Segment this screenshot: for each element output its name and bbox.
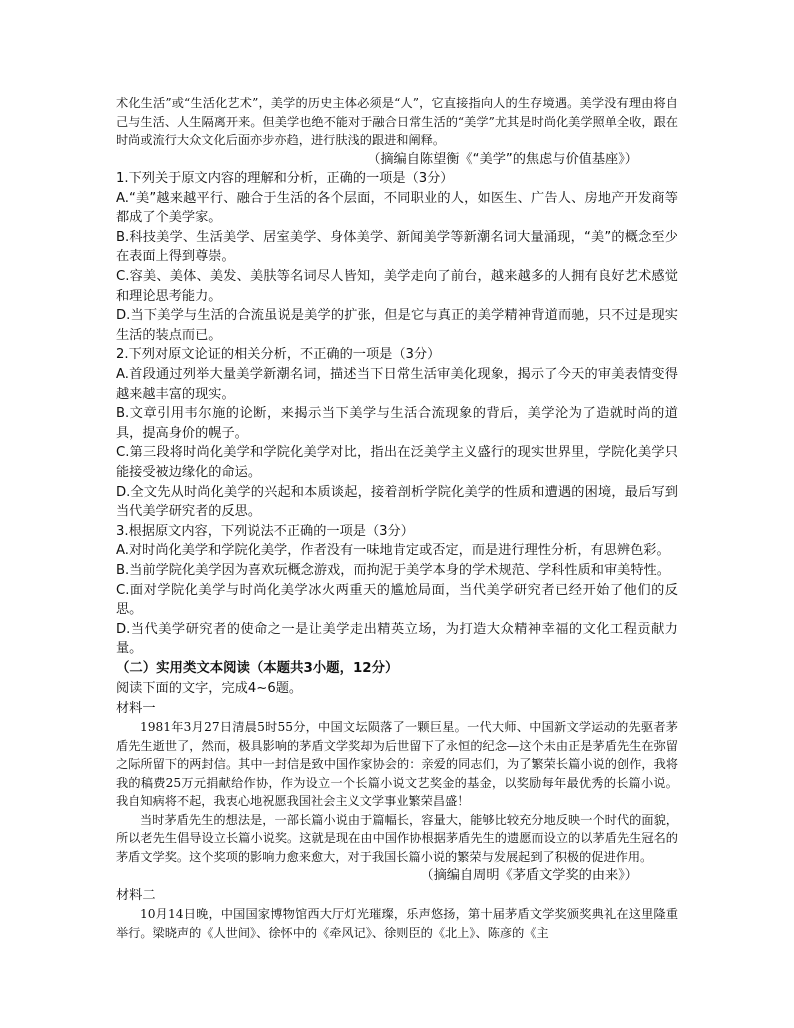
material-2 [116, 886, 678, 943]
question-2-option-a: A.首段通过列举大量美学新潮名词，描述当下日常生活审美化现象，揭示了今天的审美表情变得越来越丰富的现实。 [116, 367, 678, 402]
question-1-option-b: B.科技美学、生活美学、居室美学、身体美学、新闻美学等新潮名词大量涌现，“美”的概念至少在表面上得到尊崇。 [116, 229, 678, 265]
question-1-option-c: C.容美、美体、美发、美肤等名词尽人皆知，美学走向了前台，越来越多的人拥有良好艺术感觉和理论思考能力。 [116, 269, 678, 304]
material-2-paragraph-1: 10月14日晚，中国国家博物馆西大厅灯光璀璨，乐声悠扬，第十届茅盾文学奖颁奖典礼在这里隆重举行。梁晓声的《人世间》、徐怀中的《牵风记》、徐则臣的《北上》、陈彦的《主 [116, 907, 678, 940]
section-heading: （二）实用类文本阅读（本题共3小题，12分） [116, 660, 399, 676]
source-citation-1: （摘编自陈望衡《“美学”的焦虑与价值基座》） [367, 151, 638, 167]
question-2-option-d: D.全文先从时尚化美学的兴起和本质谈起，接着剖析学院化美学的性质和遭遇的困境，最后写到当代美学研究者的反思。 [116, 484, 678, 520]
source-citation-2: （摘编自周明《茅盾文学奖的由来》） [420, 868, 638, 884]
material-1-paragraph-2: 当时茅盾先生的想法是，一部长篇小说由于篇幅长，容量大，能够比较充分地反映一个时代的面貌，所以老先生倡导设立长篇小说奖。这就是现在由中国作协根据茅盾先生的遗愿而设立的以茅盾先生冠名的茅盾文学奖。这个奖项的影响力愈来愈大，对于我国长篇小说的繁荣与发展起到了积极的促进作用。 [116, 812, 678, 864]
question-1 [116, 169, 678, 345]
question-3-option-b: B.当前学院化美学因为喜欢玩概念游戏，而拘泥于美学本身的学术规范、学科性质和审美特性。 [116, 562, 670, 578]
question-1-option-a: A.“美”越来越平行、融合于生活的各个层面，不同职业的人，如医生、广告人、房地产开发商等都成了个美学家。 [116, 190, 678, 226]
question-3-option-a: A.对时尚化美学和学院化美学，作者没有一味地肯定或否定，而是进行理性分析，有思辨色彩。 [116, 543, 670, 559]
question-3 [116, 522, 678, 659]
question-3-stem: 3.根据原文内容，下列说法不正确的一项是（3分） [116, 523, 414, 539]
question-3-option-d: D.当代美学研究者的使命之一是让美学走出精英立场，为打造大众精神幸福的文化工程贡献力量。 [116, 621, 678, 657]
section-instruction: 阅读下面的文字，完成4~6题。 [116, 680, 303, 696]
question-1-option-d: D.当下美学与生活的合流虽说是美学的扩张，但是它与真正的美学精神背道而驰，只不过是现实生活的装点而已。 [116, 308, 678, 343]
question-2-stem: 2.下列对原文论证的相关分析，不正确的一项是（3分） [116, 347, 441, 363]
question-3-option-c: C.面对学院化美学与时尚化美学冰火两重天的尴尬局面，当代美学研究者已经开始了他们的反思。 [116, 582, 678, 618]
question-1-stem: 1.下列关于原文内容的理解和分析，正确的一项是（3分） [116, 171, 454, 187]
material-1-title: 材料一 [116, 700, 156, 716]
question-2 [116, 345, 678, 521]
document-page [116, 94, 678, 942]
material-2-title: 材料二 [116, 887, 156, 903]
question-2-option-b: B.文章引用韦尔施的论断，来揭示当下美学与生活合流现象的背后，美学沦为了造就时尚的道具，提高身价的幌子。 [116, 406, 678, 441]
material-1-paragraph-1: 1981年3月27日清晨5时55分，中国文坛陨落了一颗巨星。一代大师、中国新文学运动的先驱者茅盾先生逝世了，然而，极具影响的茅盾文学奖却为后世留下了永恒的纪念—这个未由正是茅盾先生在弥留之际所留下的两封信。其中一封信是致中国作家协会的：亲爱的同志们，为了繁荣长篇小说的创作，我将我的稿费25万元捐献给作协，作为设立一个长篇小说文艺奖金的基金，以奖励每年最优秀的长篇小说。我自知病将不起，我衷心地祝愿我国社会主义文学事业繁荣昌盛！ [116, 720, 678, 809]
question-2-option-c: C.第三段将时尚化美学和学院化美学对比，指出在泛美学主义盛行的现实世界里，学院化美学只能接受被边缘化的命运。 [116, 445, 678, 480]
top-paragraph: 术化生活”或“生活化艺术”，美学的历史主体必须是“人”，它直接指向人的生存境遇。美学没有理由将自己与生活、人生隔离开来。但美学也绝不能对于融合日常生活的“美学”尤其是时尚化美学照单全收，跟在时尚或流行大众文化后面亦步亦趋，进行肤浅的跟进和阐释。 [116, 96, 678, 147]
material-1 [116, 699, 678, 886]
